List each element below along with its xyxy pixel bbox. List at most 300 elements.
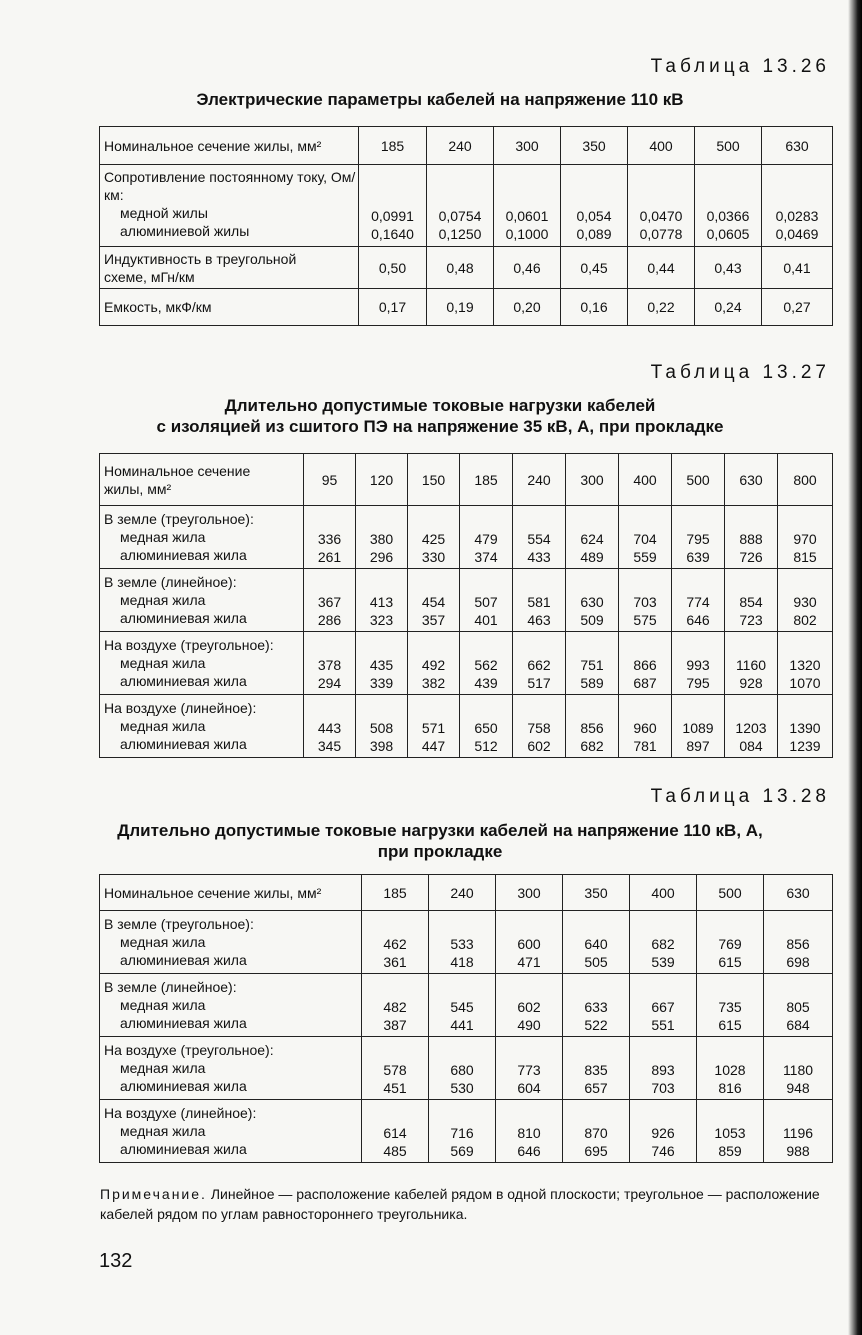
section-cell: 350 xyxy=(561,127,628,165)
aluminium-value: 471 xyxy=(517,954,541,970)
section-cell: 500 xyxy=(672,454,725,506)
copper-value: 1320 xyxy=(789,657,821,673)
group-head: На воздухе (линейное): xyxy=(104,700,257,716)
value-cell xyxy=(764,911,833,974)
table-13-27-title xyxy=(60,395,820,437)
value-cell xyxy=(672,695,725,758)
value-cell xyxy=(496,911,563,974)
table-body xyxy=(100,506,833,758)
group-head: В земле (линейное): xyxy=(104,979,237,995)
value-cell xyxy=(630,974,697,1037)
copper-value: 578 xyxy=(383,1062,407,1078)
value-cell xyxy=(697,911,764,974)
aluminium-label: алюминиевая жила xyxy=(120,952,247,968)
aluminium-value: 682 xyxy=(580,738,604,754)
aluminium-value: 401 xyxy=(474,612,498,628)
group-label-cell xyxy=(100,569,304,632)
aluminium-value: 418 xyxy=(450,954,474,970)
copper-value: 735 xyxy=(718,999,742,1015)
aluminium-value: 569 xyxy=(450,1143,474,1159)
aluminium-value: 447 xyxy=(421,738,446,754)
value-cell xyxy=(566,632,619,695)
group-head: В земле (линейное): xyxy=(104,574,237,590)
aluminium-value: 928 xyxy=(739,675,763,691)
group-row xyxy=(100,695,833,758)
copper-value: 716 xyxy=(450,1125,474,1141)
copper-value: 1196 xyxy=(782,1125,814,1141)
copper-value: 662 xyxy=(527,657,551,673)
value: 0,1000 xyxy=(505,226,549,242)
value: 0,0283 xyxy=(775,208,819,224)
group-head: На воздухе (треугольное): xyxy=(104,637,274,653)
section-cell: 95 xyxy=(304,454,356,506)
copper-label: медной жилы xyxy=(120,205,208,221)
aluminium-value: 441 xyxy=(450,1017,474,1033)
value-cell xyxy=(408,506,460,569)
aluminium-value: 398 xyxy=(369,738,394,754)
value-cell xyxy=(619,506,672,569)
copper-value: 1053 xyxy=(714,1125,746,1141)
copper-value: 1089 xyxy=(682,720,714,736)
copper-value: 614 xyxy=(383,1125,407,1141)
aluminium-label: алюминиевая жила xyxy=(120,1078,247,1094)
copper-value: 508 xyxy=(369,720,394,736)
section-cell: 185 xyxy=(460,454,513,506)
copper-label: медная жила xyxy=(120,1123,206,1139)
value-cell xyxy=(429,1037,496,1100)
aluminium-value: 859 xyxy=(718,1143,742,1159)
copper-label: медная жила xyxy=(120,1060,206,1076)
aluminium-value: 517 xyxy=(527,675,551,691)
value-cell: 0,43 xyxy=(695,247,762,289)
value-cell xyxy=(356,569,408,632)
resistance-values-cell xyxy=(561,165,628,247)
value-cell xyxy=(619,695,672,758)
page-number: 132 xyxy=(99,1250,133,1272)
aluminium-value: 695 xyxy=(584,1143,608,1159)
aluminium-label: алюминиевая жила xyxy=(120,736,247,752)
table-13-27-label: Таблица 13.27 xyxy=(650,362,830,383)
value-cell xyxy=(672,569,725,632)
copper-label: медная жила xyxy=(120,655,206,671)
value-cell xyxy=(566,695,619,758)
value-cell: 0,41 xyxy=(762,247,833,289)
copper-value: 856 xyxy=(580,720,604,736)
section-cell: 400 xyxy=(619,454,672,506)
copper-value: 479 xyxy=(474,531,498,547)
copper-value: 554 xyxy=(527,531,551,547)
aluminium-value: 726 xyxy=(739,549,763,565)
aluminium-value: 485 xyxy=(383,1143,407,1159)
value-cell xyxy=(619,569,672,632)
value: 0,089 xyxy=(576,226,612,242)
value-cell: 0,48 xyxy=(427,247,494,289)
aluminium-value: 490 xyxy=(517,1017,541,1033)
section-cell: 630 xyxy=(725,454,778,506)
copper-value: 993 xyxy=(686,657,710,673)
section-header-cell xyxy=(100,454,304,506)
copper-value: 545 xyxy=(450,999,474,1015)
copper-value: 926 xyxy=(651,1125,675,1141)
aluminium-value: 530 xyxy=(450,1080,474,1096)
copper-value: 633 xyxy=(584,999,608,1015)
section-cell: 150 xyxy=(408,454,460,506)
value-cell xyxy=(429,1100,496,1163)
value-cell xyxy=(778,569,833,632)
section-cell: 240 xyxy=(429,875,496,911)
group-label-cell xyxy=(100,1037,362,1100)
aluminium-value: 604 xyxy=(517,1080,541,1096)
copper-value: 960 xyxy=(633,720,657,736)
section-cell: 240 xyxy=(427,127,494,165)
copper-value: 630 xyxy=(580,594,604,610)
group-row xyxy=(100,1037,833,1100)
aluminium-label: алюминиевая жила xyxy=(120,547,247,563)
copper-value: 810 xyxy=(517,1125,541,1141)
resistance-values-cell xyxy=(359,165,427,247)
copper-value: 1390 xyxy=(789,720,821,736)
aluminium-value: 816 xyxy=(718,1080,742,1096)
aluminium-value: 684 xyxy=(786,1017,810,1033)
value-cell xyxy=(356,506,408,569)
copper-value: 507 xyxy=(474,594,498,610)
value: 0,0754 xyxy=(438,208,482,224)
value-cell: 0,27 xyxy=(762,289,833,326)
group-row xyxy=(100,632,833,695)
value-cell xyxy=(408,569,460,632)
value-cell xyxy=(496,1037,563,1100)
copper-value: 413 xyxy=(369,594,394,610)
value-cell xyxy=(513,569,566,632)
value-cell xyxy=(619,632,672,695)
copper-value: 624 xyxy=(580,531,604,547)
aluminium-label: алюминиевой жилы xyxy=(120,223,250,239)
aluminium-value: 1239 xyxy=(789,738,821,754)
value-cell xyxy=(697,974,764,1037)
value-cell xyxy=(566,569,619,632)
aluminium-value: 463 xyxy=(527,612,551,628)
aluminium-value: 522 xyxy=(584,1017,608,1033)
value-cell xyxy=(778,632,833,695)
copper-value: 680 xyxy=(450,1062,474,1078)
value-cell xyxy=(725,569,778,632)
aluminium-value: 657 xyxy=(584,1080,608,1096)
copper-value: 704 xyxy=(633,531,657,547)
section-cell: 300 xyxy=(566,454,619,506)
copper-value: 1160 xyxy=(735,657,767,673)
copper-value: 888 xyxy=(739,531,763,547)
group-row xyxy=(100,569,833,632)
section-cell: 300 xyxy=(496,875,563,911)
title-line: с изоляцией из сшитого ПЭ на напряжение 35 кВ, А, при прокладке xyxy=(156,417,724,436)
group-row xyxy=(100,1100,833,1163)
value-cell: 0,50 xyxy=(359,247,427,289)
table-header-row xyxy=(100,454,833,506)
footnote-text: Линейное — расположение кабелей рядом в одной плоскости; треугольное — расположение кабелей рядом по углам равностороннего треугольника. xyxy=(100,1186,820,1222)
copper-value: 854 xyxy=(739,594,763,610)
header-line: жилы, мм² xyxy=(104,480,172,497)
copper-label: медная жила xyxy=(120,997,206,1013)
copper-value: 751 xyxy=(580,657,604,673)
value-cell xyxy=(429,974,496,1037)
footnote xyxy=(100,1184,830,1224)
copper-value: 336 xyxy=(317,531,342,547)
table-13-27 xyxy=(99,453,833,758)
value-cell xyxy=(778,695,833,758)
aluminium-value: 602 xyxy=(527,738,551,754)
aluminium-value: 539 xyxy=(651,954,675,970)
aluminium-label: алюминиевая жила xyxy=(120,610,247,626)
copper-value: 773 xyxy=(517,1062,541,1078)
aluminium-value: 294 xyxy=(317,675,342,691)
copper-value: 1180 xyxy=(782,1062,814,1078)
copper-value: 425 xyxy=(421,531,446,547)
resistance-head: Сопротивление постоянному току, Ом/км: xyxy=(104,169,356,203)
capacity-row xyxy=(100,289,833,326)
copper-value: 1203 xyxy=(735,720,767,736)
value: 0,054 xyxy=(576,208,612,224)
copper-value: 1028 xyxy=(714,1062,746,1078)
aluminium-value: 286 xyxy=(317,612,342,628)
copper-value: 380 xyxy=(369,531,394,547)
section-cell: 240 xyxy=(513,454,566,506)
value-cell xyxy=(356,632,408,695)
group-row xyxy=(100,506,833,569)
copper-value: 835 xyxy=(584,1062,608,1078)
value-cell: 0,44 xyxy=(628,247,695,289)
value-cell xyxy=(513,506,566,569)
value-cell xyxy=(764,1037,833,1100)
title-line: при прокладке xyxy=(377,842,503,861)
aluminium-value: 387 xyxy=(383,1017,407,1033)
value-cell xyxy=(304,569,356,632)
copper-value: 443 xyxy=(317,720,342,736)
aluminium-value: 589 xyxy=(580,675,604,691)
value-cell: 0,45 xyxy=(561,247,628,289)
resistance-values-cell xyxy=(762,165,833,247)
header-line: Номинальное сечение xyxy=(104,462,251,479)
aluminium-value: 361 xyxy=(383,954,407,970)
value-cell: 0,17 xyxy=(359,289,427,326)
section-cell: 300 xyxy=(494,127,561,165)
value-cell xyxy=(496,1100,563,1163)
aluminium-value: 723 xyxy=(739,612,763,628)
inductance-label-line: Индуктивность в треугольной xyxy=(104,250,297,267)
aluminium-value: 559 xyxy=(633,549,657,565)
aluminium-value: 746 xyxy=(651,1143,675,1159)
copper-value: 367 xyxy=(317,594,342,610)
group-head: На воздухе (треугольное): xyxy=(104,1042,274,1058)
copper-value: 533 xyxy=(450,936,474,952)
aluminium-value: 646 xyxy=(686,612,710,628)
copper-value: 930 xyxy=(793,594,817,610)
aluminium-value: 357 xyxy=(421,612,446,628)
value: 0,0470 xyxy=(639,208,683,224)
aluminium-value: 374 xyxy=(474,549,498,565)
value-cell xyxy=(630,911,697,974)
copper-label: медная жила xyxy=(120,718,206,734)
table-13-28 xyxy=(99,874,833,1163)
value-cell xyxy=(408,695,460,758)
value-cell xyxy=(460,506,513,569)
copper-value: 774 xyxy=(686,594,710,610)
inductance-label-cell xyxy=(100,247,359,289)
value-cell xyxy=(513,632,566,695)
section-cell: 500 xyxy=(697,875,764,911)
aluminium-value: 509 xyxy=(580,612,604,628)
group-label-cell xyxy=(100,1100,362,1163)
aluminium-label: алюминиевая жила xyxy=(120,1141,247,1157)
group-head: В земле (треугольное): xyxy=(104,916,254,932)
section-cell: 400 xyxy=(630,875,697,911)
aluminium-value: 551 xyxy=(651,1017,675,1033)
value-cell xyxy=(630,1100,697,1163)
value-cell: 0,24 xyxy=(695,289,762,326)
value: 0,0605 xyxy=(706,226,750,242)
value-cell xyxy=(563,911,630,974)
value-cell xyxy=(304,506,356,569)
aluminium-value: 795 xyxy=(686,675,710,691)
aluminium-value: 639 xyxy=(686,549,710,565)
aluminium-value: 489 xyxy=(580,549,604,565)
copper-value: 640 xyxy=(584,936,608,952)
value-cell xyxy=(362,911,429,974)
group-row xyxy=(100,911,833,974)
value-cell xyxy=(304,695,356,758)
value-cell: 0,22 xyxy=(628,289,695,326)
value: 0,0366 xyxy=(706,208,750,224)
capacity-label-cell: Емкость, мкФ/км xyxy=(100,289,359,326)
aluminium-value: 330 xyxy=(421,549,446,565)
aluminium-value: 948 xyxy=(786,1080,810,1096)
value-cell xyxy=(429,911,496,974)
copper-value: 805 xyxy=(786,999,810,1015)
table-13-26-title: Электрические параметры кабелей на напряжение 110 кВ xyxy=(196,90,684,109)
page-edge-shadow xyxy=(848,0,862,1335)
title-line: Длительно допустимые токовые нагрузки кабелей xyxy=(224,396,656,415)
resistance-values-cell xyxy=(494,165,561,247)
footnote-lead: Примечание. xyxy=(100,1186,207,1202)
aluminium-value: 382 xyxy=(421,675,446,691)
value-cell xyxy=(630,1037,697,1100)
value-cell xyxy=(513,695,566,758)
value: 0,1250 xyxy=(438,226,482,242)
group-label-cell xyxy=(100,974,362,1037)
value-cell xyxy=(672,506,725,569)
aluminium-value: 323 xyxy=(369,612,394,628)
aluminium-value: 261 xyxy=(317,549,342,565)
resistance-values-cell xyxy=(695,165,762,247)
aluminium-value: 703 xyxy=(651,1080,675,1096)
copper-value: 866 xyxy=(633,657,657,673)
value-cell xyxy=(496,974,563,1037)
value-cell xyxy=(725,506,778,569)
copper-label: медная жила xyxy=(120,529,206,545)
value-cell xyxy=(672,632,725,695)
section-cell: 350 xyxy=(563,875,630,911)
copper-value: 602 xyxy=(517,999,541,1015)
table-13-28-title xyxy=(60,820,820,862)
section-cell: 400 xyxy=(628,127,695,165)
section-cell: 630 xyxy=(762,127,833,165)
table-13-26 xyxy=(99,126,833,326)
copper-value: 970 xyxy=(793,531,817,547)
resistance-row xyxy=(100,165,833,247)
group-head: На воздухе (линейное): xyxy=(104,1105,257,1121)
resistance-values-cell xyxy=(427,165,494,247)
copper-value: 462 xyxy=(383,936,407,952)
value-cell: 0,46 xyxy=(494,247,561,289)
resistance-values-cell xyxy=(628,165,695,247)
aluminium-value: 802 xyxy=(793,612,817,628)
aluminium-value: 084 xyxy=(739,738,763,754)
value-cell xyxy=(460,632,513,695)
section-cell: 185 xyxy=(359,127,427,165)
copper-value: 758 xyxy=(527,720,551,736)
aluminium-value: 687 xyxy=(633,675,657,691)
copper-label: медная жила xyxy=(120,934,206,950)
copper-value: 682 xyxy=(651,936,675,952)
value-cell: 0,20 xyxy=(494,289,561,326)
table-13-28-label: Таблица 13.28 xyxy=(650,786,830,807)
table-header-row xyxy=(100,875,833,911)
value-cell xyxy=(566,506,619,569)
copper-label: медная жила xyxy=(120,592,206,608)
aluminium-value: 433 xyxy=(527,549,551,565)
aluminium-value: 451 xyxy=(383,1080,407,1096)
aluminium-value: 615 xyxy=(718,1017,742,1033)
group-label-cell xyxy=(100,632,304,695)
section-header-cell: Номинальное сечение жилы, мм² xyxy=(100,127,359,165)
value: 0,0601 xyxy=(505,208,549,224)
copper-value: 893 xyxy=(651,1062,675,1078)
inductance-row xyxy=(100,247,833,289)
aluminium-value: 439 xyxy=(474,675,498,691)
aluminium-value: 815 xyxy=(793,549,817,565)
value-cell xyxy=(563,974,630,1037)
group-head: В земле (треугольное): xyxy=(104,511,254,527)
value-cell xyxy=(764,974,833,1037)
copper-value: 600 xyxy=(517,936,541,952)
aluminium-label: алюминиевая жила xyxy=(120,673,247,689)
value-cell xyxy=(362,1100,429,1163)
value: 0,0991 xyxy=(371,208,414,224)
table-body xyxy=(100,911,833,1163)
aluminium-label: алюминиевая жила xyxy=(120,1015,247,1031)
value-cell xyxy=(725,695,778,758)
value-cell: 0,16 xyxy=(561,289,628,326)
aluminium-value: 1070 xyxy=(789,675,821,691)
group-label-cell xyxy=(100,506,304,569)
copper-value: 667 xyxy=(651,999,675,1015)
aluminium-value: 505 xyxy=(584,954,608,970)
aluminium-value: 698 xyxy=(786,954,810,970)
copper-value: 769 xyxy=(718,936,742,952)
group-label-cell xyxy=(100,695,304,758)
copper-value: 454 xyxy=(421,594,446,610)
table-header-row xyxy=(100,127,833,165)
copper-value: 482 xyxy=(383,999,407,1015)
value-cell xyxy=(304,632,356,695)
aluminium-value: 897 xyxy=(686,738,710,754)
copper-value: 571 xyxy=(421,720,446,736)
value-cell xyxy=(725,632,778,695)
copper-value: 870 xyxy=(584,1125,608,1141)
copper-value: 856 xyxy=(786,936,810,952)
value-cell xyxy=(356,695,408,758)
aluminium-value: 339 xyxy=(369,675,394,691)
title-line: Длительно допустимые токовые нагрузки кабелей на напряжение 110 кВ, А, xyxy=(117,821,763,840)
